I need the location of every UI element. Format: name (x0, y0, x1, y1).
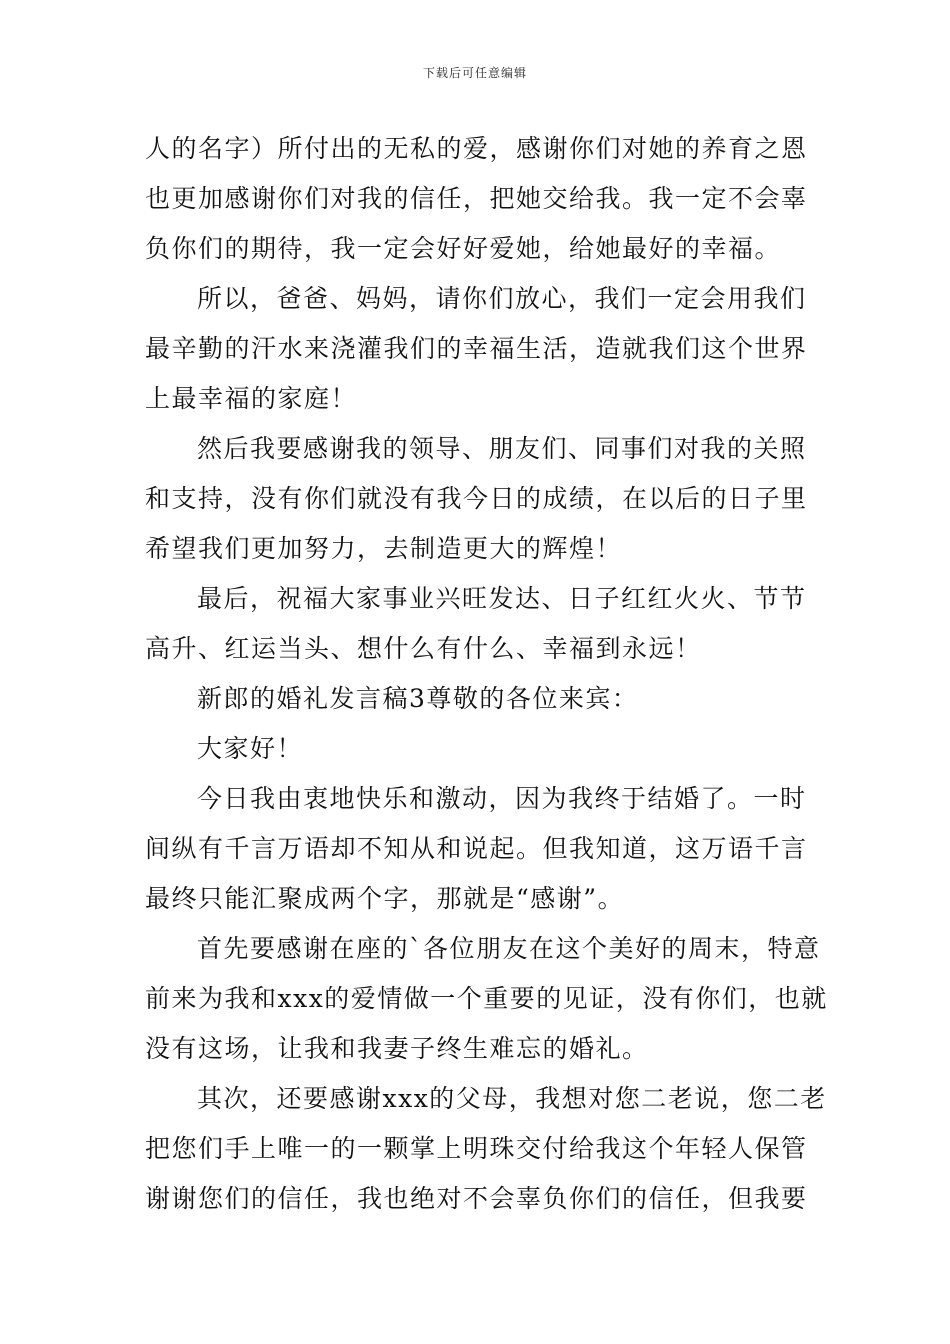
text-line: 把您们手上唯一的一颗掌上明珠交付给我这个年轻人保管 (145, 1134, 808, 1163)
text-line: 高升、红运当头、想什么有什么、幸福到永远！ (145, 634, 702, 663)
greeting-line: 大家好！ (197, 734, 304, 763)
text-line: 负你们的期待，我一定会好好爱她，给她最好的幸福。 (145, 234, 782, 263)
text-line: 间纵有千言万语却不知从和说起。但我知道，这万语千言 (145, 834, 808, 863)
paragraph-start-line: 所以，爸爸、妈妈，请你们放心，我们一定会用我们 (197, 284, 807, 313)
section-title-line: 新郎的婚礼发言稿3尊敬的各位来宾： (197, 684, 639, 713)
text-line: 希望我们更加努力，去制造更大的辉煌！ (145, 534, 623, 563)
text-line: 最终只能汇聚成两个字，那就是“感谢”。 (145, 884, 625, 913)
text-line: 也更加感谢你们对我的信任，把她交给我。我一定不会辜 (145, 184, 808, 213)
page-header: 下载后可任意编辑 (422, 66, 527, 80)
text-line: 和支持，没有你们就没有我今日的成绩，在以后的日子里 (145, 484, 808, 513)
document-body (145, 124, 828, 1224)
text-line: 人的名字）所付出的无私的爱，感谢你们对她的养育之恩 (145, 134, 808, 163)
paragraph-start-line: 然后我要感谢我的领导、朋友们、同事们对我的关照 (197, 434, 807, 463)
paragraph-start-line: 最后，祝福大家事业兴旺发达、日子红红火火、节节 (197, 584, 807, 613)
text-line: 上最幸福的家庭！ (145, 384, 358, 413)
paragraph-start-line: 今日我由衷地快乐和激动，因为我终于结婚了。一时 (197, 784, 807, 813)
text-line: 没有这场，让我和我妻子终生难忘的婚礼。 (145, 1034, 649, 1063)
paragraph-start-line: 首先要感谢在座的`各位朋友在这个美好的周末，特意 (197, 934, 821, 963)
text-line: 最辛勤的汗水来浇灌我们的幸福生活，造就我们这个世界 (145, 334, 808, 363)
text-line: 前来为我和xxx的爱情做一个重要的见证，没有你们，也就 (145, 984, 828, 1013)
paragraph-start-line: 其次，还要感谢xxx的父母，我想对您二老说，您二老 (197, 1084, 827, 1113)
text-line: 谢谢您们的信任，我也绝对不会辜负你们的信任，但我要 (145, 1184, 808, 1213)
